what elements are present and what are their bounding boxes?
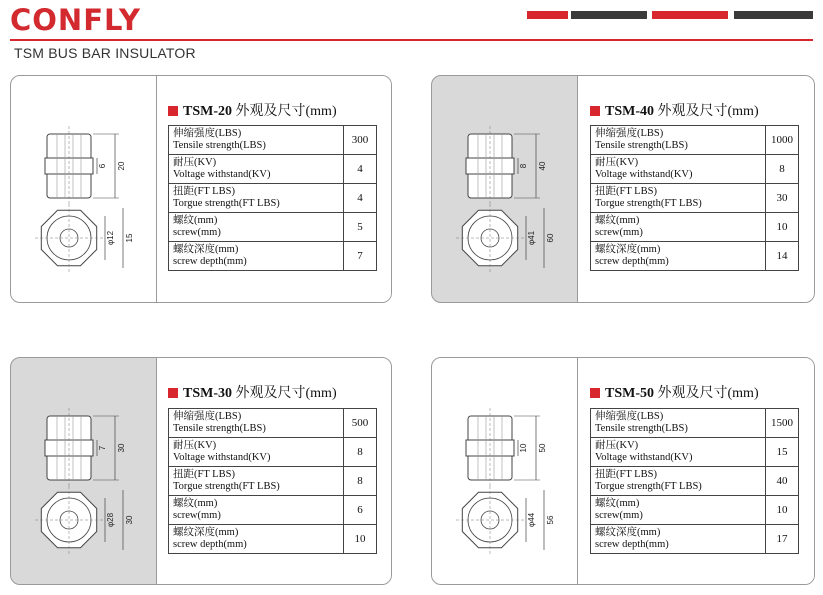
table-row [169, 409, 377, 438]
table-row [169, 155, 377, 184]
title-suffix: 外观及尺寸(mm) [654, 386, 759, 401]
spec-label [169, 155, 344, 184]
spec-label-cn: 扭距(FT LBS) [595, 186, 657, 197]
table-row [169, 525, 377, 554]
page-subtitle: TSM BUS BAR INSULATOR [14, 45, 196, 61]
spec-label [169, 467, 344, 496]
spec-value: 10 [766, 213, 799, 242]
spec-label-cn: 伸缩强度(LBS) [595, 411, 664, 422]
dim-label: φ44 [527, 512, 536, 528]
spec-label-cn: 螺纹深度(mm) [595, 244, 661, 255]
spec-label [169, 525, 344, 554]
spec-label-en: Tensile strength(LBS) [595, 140, 688, 151]
spec-label-en: Voltage withstand(KV) [173, 169, 271, 180]
spec-label [591, 496, 766, 525]
spec-label-en: screw depth(mm) [595, 539, 669, 550]
panel-title [590, 382, 759, 402]
title-suffix: 外观及尺寸(mm) [654, 104, 759, 119]
spec-value: 1000 [766, 126, 799, 155]
table-row [169, 438, 377, 467]
spec-label-en: screw(mm) [173, 510, 221, 521]
spec-table [168, 408, 377, 554]
dim-label: 20 [117, 161, 126, 171]
spec-value: 500 [344, 409, 377, 438]
spec-label [591, 467, 766, 496]
model-name: TSM-30 [183, 386, 232, 401]
spec-label-en: Tensile strength(LBS) [595, 423, 688, 434]
spec-value: 17 [766, 525, 799, 554]
table-row [169, 126, 377, 155]
spec-label-cn: 耐压(KV) [173, 157, 217, 168]
panel-tsm-20 [10, 75, 392, 303]
panel-tsm-50 [431, 357, 815, 585]
dim-label: 10 [519, 443, 528, 453]
header-bar [527, 11, 568, 19]
spec-label-en: Voltage withstand(KV) [595, 452, 693, 463]
spec-label [591, 438, 766, 467]
table-row [591, 525, 799, 554]
spec-value: 8 [766, 155, 799, 184]
side-view [466, 408, 547, 488]
spec-label-en: Tensile strength(LBS) [173, 140, 266, 151]
model-name: TSM-50 [605, 386, 654, 401]
spec-label-cn: 耐压(KV) [595, 440, 639, 451]
dim-label: 8 [519, 163, 528, 169]
spec-label-en: Voltage withstand(KV) [595, 169, 693, 180]
title-suffix: 外观及尺寸(mm) [232, 104, 337, 119]
spec-label-cn: 螺纹(mm) [595, 215, 640, 226]
table-row [591, 155, 799, 184]
header-bar [734, 11, 813, 19]
spec-label-cn: 扭距(FT LBS) [173, 469, 235, 480]
spec-value: 1500 [766, 409, 799, 438]
spec-label [169, 409, 344, 438]
dim-label: φ41 [527, 230, 536, 246]
panel-tsm-40 [431, 75, 815, 303]
bottom-view [35, 204, 134, 272]
dim-label: 15 [125, 233, 134, 243]
spec-label [169, 438, 344, 467]
dim-label: φ12 [106, 230, 115, 246]
spec-value: 40 [766, 467, 799, 496]
spec-label-en: Tensile strength(LBS) [173, 423, 266, 434]
spec-value: 6 [344, 496, 377, 525]
side-view [45, 126, 126, 206]
side-view [466, 126, 547, 206]
table-row [169, 467, 377, 496]
spec-value: 4 [344, 155, 377, 184]
dim-label: φ28 [106, 512, 115, 528]
table-row [169, 496, 377, 525]
side-view [45, 408, 126, 488]
table-row [169, 184, 377, 213]
spec-label-cn: 伸缩强度(LBS) [173, 128, 242, 139]
spec-label [169, 126, 344, 155]
panel-tsm-30 [10, 357, 392, 585]
spec-label [169, 242, 344, 271]
table-row [591, 213, 799, 242]
bottom-view [35, 486, 134, 554]
title-marker [590, 388, 600, 398]
spec-label-en: Torgue strength(FT LBS) [173, 481, 280, 492]
spec-label-en: Torgue strength(FT LBS) [173, 198, 280, 209]
title-marker [168, 106, 178, 116]
spec-label-cn: 伸缩强度(LBS) [173, 411, 242, 422]
spec-label [591, 409, 766, 438]
spec-table [590, 125, 799, 271]
spec-label [591, 155, 766, 184]
insulator-drawing [440, 368, 575, 568]
spec-label [169, 496, 344, 525]
header-bar [571, 11, 647, 19]
spec-label [591, 525, 766, 554]
dim-label: 56 [546, 515, 555, 525]
spec-value: 30 [766, 184, 799, 213]
spec-label [591, 184, 766, 213]
spec-label [169, 184, 344, 213]
spec-label-cn: 螺纹深度(mm) [595, 527, 661, 538]
spec-label-cn: 耐压(KV) [595, 157, 639, 168]
spec-label-en: Voltage withstand(KV) [173, 452, 271, 463]
dim-label: 60 [546, 233, 555, 243]
spec-label-en: Torgue strength(FT LBS) [595, 198, 702, 209]
table-row [591, 184, 799, 213]
dim-label: 30 [125, 515, 134, 525]
insulator-drawing [19, 368, 154, 568]
header-bar [652, 11, 728, 19]
table-row [591, 467, 799, 496]
spec-label-cn: 螺纹(mm) [595, 498, 640, 509]
model-name: TSM-40 [605, 104, 654, 119]
panel-title [168, 382, 337, 402]
spec-table [168, 125, 377, 271]
table-row [591, 438, 799, 467]
spec-label-en: screw depth(mm) [173, 539, 247, 550]
spec-label-en: screw depth(mm) [173, 256, 247, 267]
spec-value: 10 [766, 496, 799, 525]
header-color-bars [527, 11, 813, 19]
spec-label-en: screw depth(mm) [595, 256, 669, 267]
spec-label-cn: 螺纹深度(mm) [173, 244, 239, 255]
spec-table [590, 408, 799, 554]
title-suffix: 外观及尺寸(mm) [232, 386, 337, 401]
insulator-drawing [19, 86, 154, 286]
dim-label: 6 [98, 163, 107, 169]
spec-label-en: screw(mm) [595, 227, 643, 238]
dim-label: 50 [538, 443, 547, 453]
header-divider [10, 39, 813, 41]
spec-label [591, 126, 766, 155]
table-row [591, 126, 799, 155]
title-marker [168, 388, 178, 398]
spec-value: 5 [344, 213, 377, 242]
panel-title [590, 100, 759, 120]
spec-value: 4 [344, 184, 377, 213]
spec-value: 14 [766, 242, 799, 271]
spec-label [591, 213, 766, 242]
spec-label-en: Torgue strength(FT LBS) [595, 481, 702, 492]
spec-value: 8 [344, 438, 377, 467]
table-row [591, 242, 799, 271]
spec-label-en: screw(mm) [595, 510, 643, 521]
spec-label-cn: 扭距(FT LBS) [595, 469, 657, 480]
spec-label-cn: 螺纹深度(mm) [173, 527, 239, 538]
title-marker [590, 106, 600, 116]
spec-label [591, 242, 766, 271]
spec-label-cn: 螺纹(mm) [173, 215, 218, 226]
spec-label-en: screw(mm) [173, 227, 221, 238]
spec-label [169, 213, 344, 242]
spec-value: 300 [344, 126, 377, 155]
dim-label: 30 [117, 443, 126, 453]
spec-label-cn: 螺纹(mm) [173, 498, 218, 509]
panel-title [168, 100, 337, 120]
dim-label: 40 [538, 161, 547, 171]
spec-label-cn: 扭距(FT LBS) [173, 186, 235, 197]
table-row [169, 213, 377, 242]
spec-value: 10 [344, 525, 377, 554]
table-row [591, 409, 799, 438]
bottom-view [456, 204, 555, 272]
insulator-drawing [440, 86, 575, 286]
table-row [591, 496, 799, 525]
spec-value: 8 [344, 467, 377, 496]
dim-label: 7 [98, 445, 107, 451]
bottom-view [456, 486, 555, 554]
spec-value: 15 [766, 438, 799, 467]
spec-label-cn: 耐压(KV) [173, 440, 217, 451]
spec-value: 7 [344, 242, 377, 271]
spec-label-cn: 伸缩强度(LBS) [595, 128, 664, 139]
model-name: TSM-20 [183, 104, 232, 119]
table-row [169, 242, 377, 271]
brand-logo: CONFLY [10, 3, 141, 37]
